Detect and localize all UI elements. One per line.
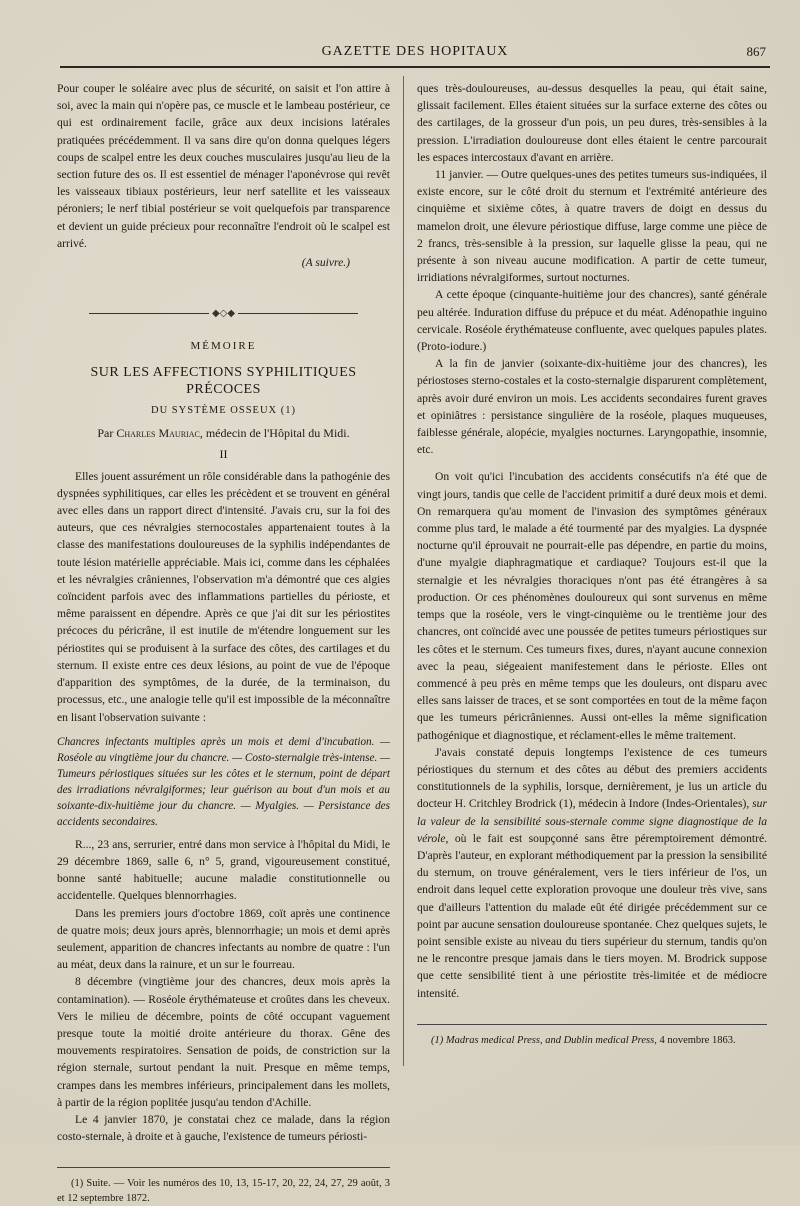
paragraph-text: , où le fait est soupçonné sans être péremptoirement démontré. D'après l'auteur, en explorant méthodiquement par la pression la sensibilité du sternum, on trouve généralement, vers le tiers inférieur de l'os, un endroit dans lequel cette exploration provoque une douleur très vive, sans que d'ailleurs l'attention du malade eût été dirigée précédemment sur ce point par aucune sensation douloureuse spontanée. Chez quelques sujets, le point sensible existe au niveau du tiers supérieur du sternum, tandis qu'on ne le rencontre presque jamais dans le tiers moyen. M. Brodrick suppose que cette sensibilité tient à une périostite très-limitée et de médiocre intensité. — [417, 831, 767, 1000]
case-heading: Chancres infectants multiples après un mois et demi d'incubation. — Roséole au vingtième jour du chancre. — Costo-sternalgie très-intense. — Tumeurs périostiques situées sur les côtes et le sternum, point de départ des irradiations névralgiformes; leur guérison au bout d'un mois et au soixante-dix-huitième jour du chancre. — Myalgies. — Persistance des accidents secondaires. — [57, 735, 390, 828]
footnote-italic: (1) Madras medical Press, and Dublin medical Press, — [431, 1034, 657, 1046]
footnote — [417, 1033, 767, 1048]
paragraph: R..., 23 ans, serrurier, entré dans mon service à l'hôpital du Midi, le 29 décembre 1869, salle 6, n° 5, grand, vigoureusement constitué, bonne santé habituelle; aucune maladie constitutionnelle ou accidentelle. Quelques blennorrhagies. — [57, 837, 390, 903]
paragraph: 11 janvier. — Outre quelques-unes des petites tumeurs sus-indiquées, il existe encore, sur le côté droit du sternum et l'extrémité antérieure des cinquième et sixième côtes, à quatre travers de doigt en dessus du mamelon droit, une élevure périostique diffuse, large comme une pièce de 2 francs, très-sensible à la pression, sur laquelle glisse la peau, qui ne présente à son niveau aucune modification. A partir de cette tumeur, irridiations névralgiformes, surtout nocturnes. — [417, 168, 767, 285]
section-label: MÉMOIRE — [190, 340, 257, 353]
footnote-rule — [57, 1167, 390, 1168]
right-column — [417, 80, 767, 1048]
paragraph: Le 4 janvier 1870, je constatai chez ce malade, dans la région costo-sternale, à droite et à gauche, l'existence de tumeurs périosti- — [57, 1112, 390, 1144]
footnote-text: 4 novembre 1863. — [656, 1034, 736, 1046]
paragraph: ques très-douloureuses, au-dessus desquelles la peau, qui était saine, glissait facilement. Elles étaient situées sur la surface externe des côtes ou des cartilages, de la grosseur d'un pois, un peu dures, très-sensibles à la pression. L'irradiation douloureuse dont elles étaient le centre parcourait les espaces intercostaux d'avant en arrière. — [417, 82, 767, 164]
paragraph: A cette époque (cinquante-huitième jour des chancres), santé générale peu altérée. Induration diffuse du prépuce et du méat. Adénopathie inguino cervicale. Roséole érythémateuse confluente, avec quelques papules plates. (Proto-iodure.) — [417, 288, 767, 354]
footnote: (1) Suite. — Voir les numéros des 10, 13, 15-17, 20, 22, 24, 27, 29 août, 3 et 12 septembre 1872. — [57, 1178, 390, 1205]
paragraph-text: J'avais constaté depuis longtemps l'existence de ces tumeurs périostiques du sternum et des côtes au début des premiers accidents constitutionnels de la syphilis, lorsque, dernièrement, je lus un article du docteur H. Critchley Brodrick (1), médecin à Indore (Indes-Orientales), — [417, 745, 767, 811]
author-name: Charles Mauriac — [116, 426, 200, 441]
left-column — [57, 80, 390, 1206]
paragraph — [417, 744, 767, 1002]
footnote-rule — [417, 1024, 767, 1025]
section-number: II — [219, 447, 228, 462]
byline-suffix: , médecin de l'Hôpital du Midi. — [199, 426, 350, 441]
article-title: SUR LES AFFECTIONS SYPHILITIQUES PRÉCOCES — [90, 364, 357, 397]
paragraph: Dans les premiers jours d'octobre 1869, coït après une continence de quatre mois; deux jours après, blennorrhagie; un mois et demi après seulement, apparition de chancres infectants au nombre de quatre : l'un au méat, deux dans la rainure, et un sur le fourreau. — [57, 906, 390, 972]
paragraph: 8 décembre (vingtième jour des chancres, deux mois après la contamination). — Roséole érythémateuse et croûtes dans les cheveux. Vers le milieu de décembre, points de côté occupant vaguement presque toute la moitié droite antérieure du thorax. Gêne des mouvements respiratoires. Sensation de poids, de constriction sur la région sternale, surtout pendant la nuit. Presque en même temps, crampes dans les membres inférieurs, principalement dans les mollets, à partir de la région poplitée jusqu'au tendon d'Achille. — [57, 975, 390, 1109]
article-subtitle: DU SYSTÈME OSSEUX (1) — [151, 405, 296, 417]
journal-title: GAZETTE DES HOPITAUX — [321, 44, 509, 59]
page-number: 867 — [746, 44, 766, 59]
paragraph: On voit qu'ici l'incubation des accidents consécutifs n'a été que de vingt jours, tandis que celle de l'accident primitif a duré deux mois et demi. On remarquera qu'au moment de l'invasion des symptômes généraux comme plus tard, le malade a été tourmenté par des myalgies. La dyspnée nocturne qu'il éprouvait ne pourrait-elle pas dépendre, en partie du moins, d'une myalgie diaphragmatique et cardiaque? Toujours est-il que la sternalgie et les névralgies thoraciques n'ont pas été étrangères à sa production. Or ces phénomènes douloureux qui sont survenus en même temps que la roséole, vers le vingt-cinquième ou le trentième jour des chancres, ont coïncidé avec une poussée de petites tumeurs périostiques sur les côtes et le sternum. Ces tumeurs fixes, dures, n'ayant aucune connexion avec la peau, siégeaient manifestement dans le périoste. Elles ont commencé à peu près en même temps que les douleurs, ont disparu avec elles sans laisser de traces, et se sont comportées en tout de la même façon que les tumeurs péricrâniennes. Aussi ont-elles la même signification pathogénique et diagnostique, et réclament-elles le même traitement. — [417, 470, 767, 742]
byline-prefix: Par — [97, 426, 117, 441]
paragraph: A la fin de janvier (soixante-dix-huitième jour des chancres), les périostoses sterno-costales et la costo-sternalgie disparurent complètement, après avoir duré environ un mois. Les accidents secondaires furent graves et opiniâtres : persistance singulière de la roséole, plaques muqueuses, faiblesse générale, alopécie, myalgies nocturnes. Laryngopathie, insomnie, etc. — [417, 357, 767, 457]
paragraph-italic: sur la valeur de la sensibilité sous-sternale comme signe diagnostique de la vérole — [417, 797, 767, 845]
paragraph: Elles jouent assurément un rôle considérable dans la pathogénie des dyspnées syphilitiques, car elles les précèdent et se trouvent en général avec elles dans un rapport direct d'intensité. J'avais cru, sur la foi des auteurs, que ces névralgies sternocostales appartenaient toutes à la classe des manifestations douloureuses de la syphilis indépendantes de toute lésion matérielle appréciable. Mais ici, comme dans les céphalées et les névralgies crâniennes, l'observation m'a démontré que ces algies coïncident parfois avec des inflammations partielles du périoste, et même paraissent en dépendre. Après ce que j'ai dit sur les périostites précoces du péricrâne, il est inutile de m'étendre longuement sur les périostites qui se produisent à la surface des côtes, des cartilages et du sternum. Il existe entre ces deux lésions, au point de vue de l'époque d'apparition des symptômes, de la durée, de la terminaison, du processus, etc., une analogie telle qu'il est impossible de la méconnaître en lisant l'observation suivante : — [57, 469, 390, 724]
ornament-divider: ◆◇◆ — [57, 305, 390, 322]
column-divider — [403, 76, 404, 1066]
page-header — [60, 44, 770, 68]
paragraph: Pour couper le soléaire avec plus de sécurité, on saisit et l'on attire à soi, avec la main qui n'opère pas, ce muscle et le lambeau postérieur, ce qui est ordinairement facile, grâce aux deux incisions latérales pratiquées précédemment. Il va sans dire qu'on donna quelques légers coups de scalpel entre les deux couches musculaires jusqu'au lieu de la section future des os. Il est essentiel de ménager l'aponévrose qui revêt les vaisseaux tibiaux postérieurs, leur nerf satellite et les vaisseaux péroniers; le nerf tibial postérieur se voit quelquefois par transparence et devient un guide précieux pour reconnaître l'endroit où le scalpel est arrivé. — [57, 82, 390, 250]
continued-note: (A suivre.) — [301, 256, 350, 270]
byline — [57, 425, 390, 442]
